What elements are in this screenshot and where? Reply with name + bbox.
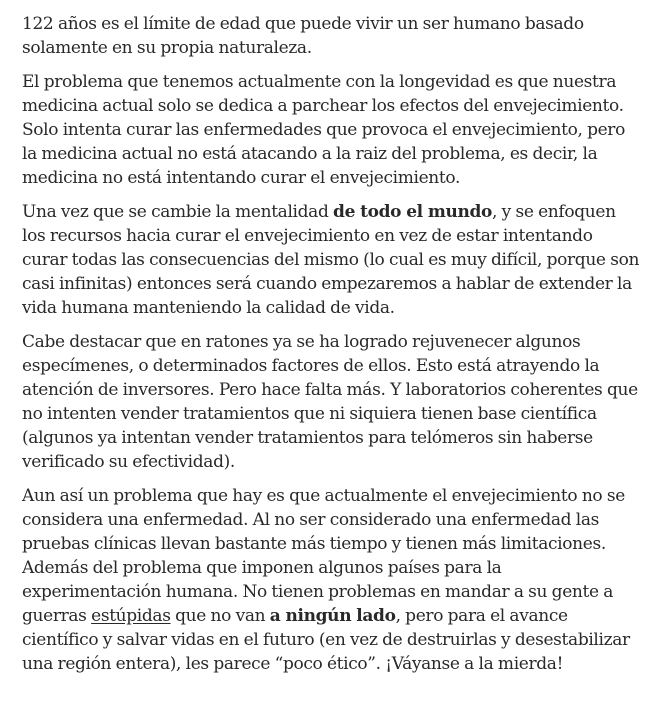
paragraph-4-text: Cabe destacar que en ratones ya se ha logrado rejuvenecer algunos especímenes, o determinados factores de ellos. Esto está atrayendo la atención de inversores. Pero hace falta más. Y laboratorios coherentes que no intenten vender tratamientos que ni siquiera tienen base científica (algunos ya intentan vender tratamientos para telómeros sin haberse verificado su efectividad). — [22, 332, 638, 472]
paragraph-2 — [22, 70, 640, 190]
paragraph-1-text: 122 años es el límite de edad que puede vivir un ser humano basado solamente en su propia naturaleza. — [22, 14, 584, 58]
paragraph-3-text-before: Una vez que se cambie la mentalidad — [22, 202, 334, 222]
paragraph-2-text: El problema que tenemos actualmente con la longevidad es que nuestra medicina actual solo se dedica a parchear los efectos del envejecimiento. Solo intenta curar las enfermedades que provoca el envejecimiento, pero la medicina actual no está atacando a la raiz del problema, es decir, la medicina no está intentando curar el envejecimiento. — [22, 72, 625, 188]
paragraph-3-text-after: , y se enfoquen los recursos hacia curar el envejecimiento en vez de estar intentando curar todas las consecuencias del mismo (lo cual es muy difícil, porque son casi infinitas) entonces será cuando empezaremos a hablar de extender la vida humana manteniendo la calidad de vida. — [22, 202, 640, 318]
paragraph-3-bold: de todo el mundo — [333, 202, 493, 222]
paragraph-5-underlined: estúpidas — [91, 606, 171, 626]
paragraph-1 — [22, 12, 640, 60]
paragraph-4 — [22, 330, 640, 474]
paragraph-5-text-2: que no van — [170, 606, 270, 626]
paragraph-5 — [22, 484, 640, 676]
paragraph-3 — [22, 200, 640, 320]
paragraph-5-bold: a ningún lado — [269, 606, 396, 626]
paragraph-5-text-1: Aun así un problema que hay es que actualmente el envejecimiento no se considera una enfermedad. Al no ser considerado una enfermedad las pruebas clínicas llevan bastante más tiempo y tienen más limitaciones. Además del problema que imponen algunos países para la experimentación humana. No tienen problemas en mandar a su gente a guerras — [22, 486, 625, 626]
paragraph-5-text-3: , pero para el avance científico y salvar vidas en el futuro (en vez de destruirlas y desestabilizar una región entera), les parece “poco ético”. ¡Váyanse a la mierda! — [22, 606, 630, 674]
